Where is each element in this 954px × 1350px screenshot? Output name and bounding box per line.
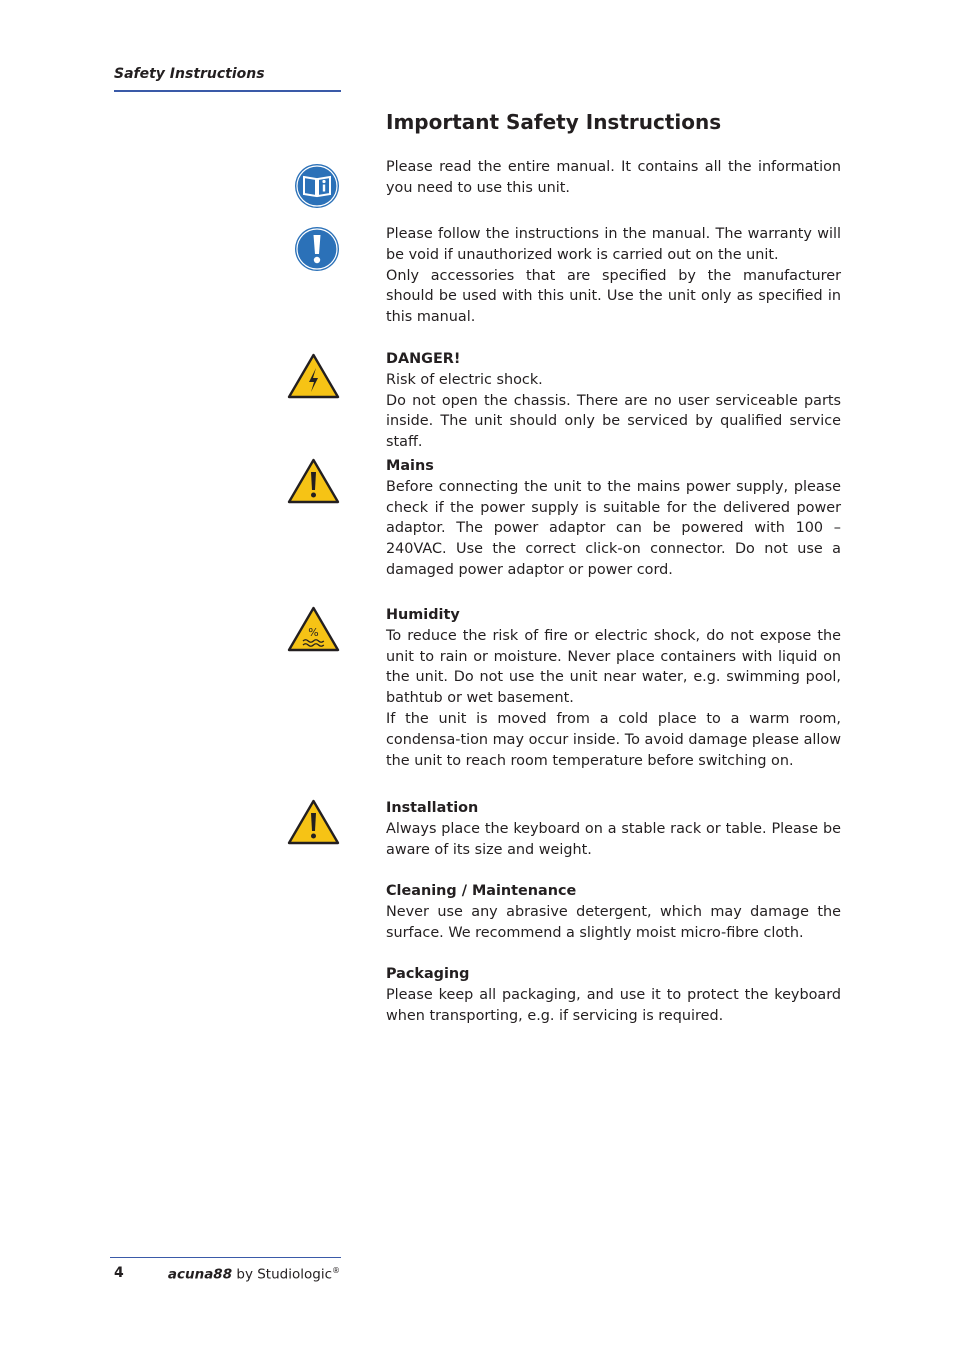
humidity-text-2: If the unit is moved from a cold place to a warm room, condensa-tion may occur inside. To avoid damage please allow the unit to reach room temperature before switching on. — [386, 710, 841, 769]
humidity-heading: Humidity — [386, 607, 460, 623]
page-number: 4 — [114, 1265, 124, 1281]
cleaning-block — [386, 881, 841, 943]
follow-text-2: Only accessories that are specified by the manufacturer should be used with this unit. Use the unit only as specified in this manual. — [386, 267, 841, 326]
danger-heading: DANGER! — [386, 351, 461, 367]
mains-text: Before connecting the unit to the mains power supply, please check if the power supply is suitable for the delivered power adaptor. The power adaptor can be powered with 100 – 240VAC. Use the correct click-on connector. Do not use a damaged power adaptor or power cord. — [386, 478, 841, 578]
humidity-block — [386, 605, 841, 771]
danger-text-2: Do not open the chassis. There are no user serviceable parts inside. The unit should only be serviced by qualified service staff. — [386, 392, 841, 451]
high-voltage-warning-icon — [287, 353, 340, 399]
brand-by: by Studiologic — [232, 1266, 332, 1283]
mains-heading: Mains — [386, 458, 434, 474]
footer-brand — [168, 1266, 340, 1283]
packaging-heading: Packaging — [386, 966, 470, 982]
packaging-block — [386, 964, 841, 1026]
installation-block — [386, 798, 841, 860]
header-divider — [114, 90, 341, 92]
registered-mark: ® — [332, 1266, 340, 1275]
danger-text-1: Risk of electric shock. — [386, 371, 543, 388]
mains-block — [386, 456, 841, 581]
section-label: Safety Instructions — [114, 66, 265, 82]
read-manual-icon — [294, 163, 340, 209]
humidity-warning-icon — [287, 606, 340, 652]
read-manual-text: Please read the entire manual. It contains all the information you need to use this unit. — [386, 159, 841, 196]
follow-instructions-block — [386, 224, 841, 328]
installation-text: Always place the keyboard on a stable rack or table. Please be aware of its size and weight. — [386, 820, 841, 858]
follow-text-1: Please follow the instructions in the manual. The warranty will be void if unauthorized work is carried out on the unit. — [386, 226, 841, 263]
page-title: Important Safety Instructions — [386, 110, 722, 134]
packaging-text: Please keep all packaging, and use it to protect the keyboard when transporting, e.g. if servicing is required. — [386, 986, 841, 1024]
humidity-symbol: % — [308, 626, 319, 639]
exclamation-icon — [294, 226, 340, 272]
read-manual-block — [386, 157, 841, 199]
cleaning-text: Never use any abrasive detergent, which may damage the surface. We recommend a slightly moist micro-fibre cloth. — [386, 903, 841, 941]
humidity-text-1: To reduce the risk of fire or electric shock, do not expose the unit to rain or moisture. Never place containers with liquid on the unit. Do not use the unit near water, e.g. swimming pool, bathtub or wet basement. — [386, 627, 841, 707]
installation-warning-icon — [287, 799, 340, 845]
cleaning-heading: Cleaning / Maintenance — [386, 883, 577, 899]
model-name: acuna88 — [167, 1266, 233, 1283]
installation-heading: Installation — [386, 800, 479, 816]
footer-divider — [110, 1257, 341, 1258]
general-warning-icon — [287, 458, 340, 504]
danger-block — [386, 349, 841, 453]
